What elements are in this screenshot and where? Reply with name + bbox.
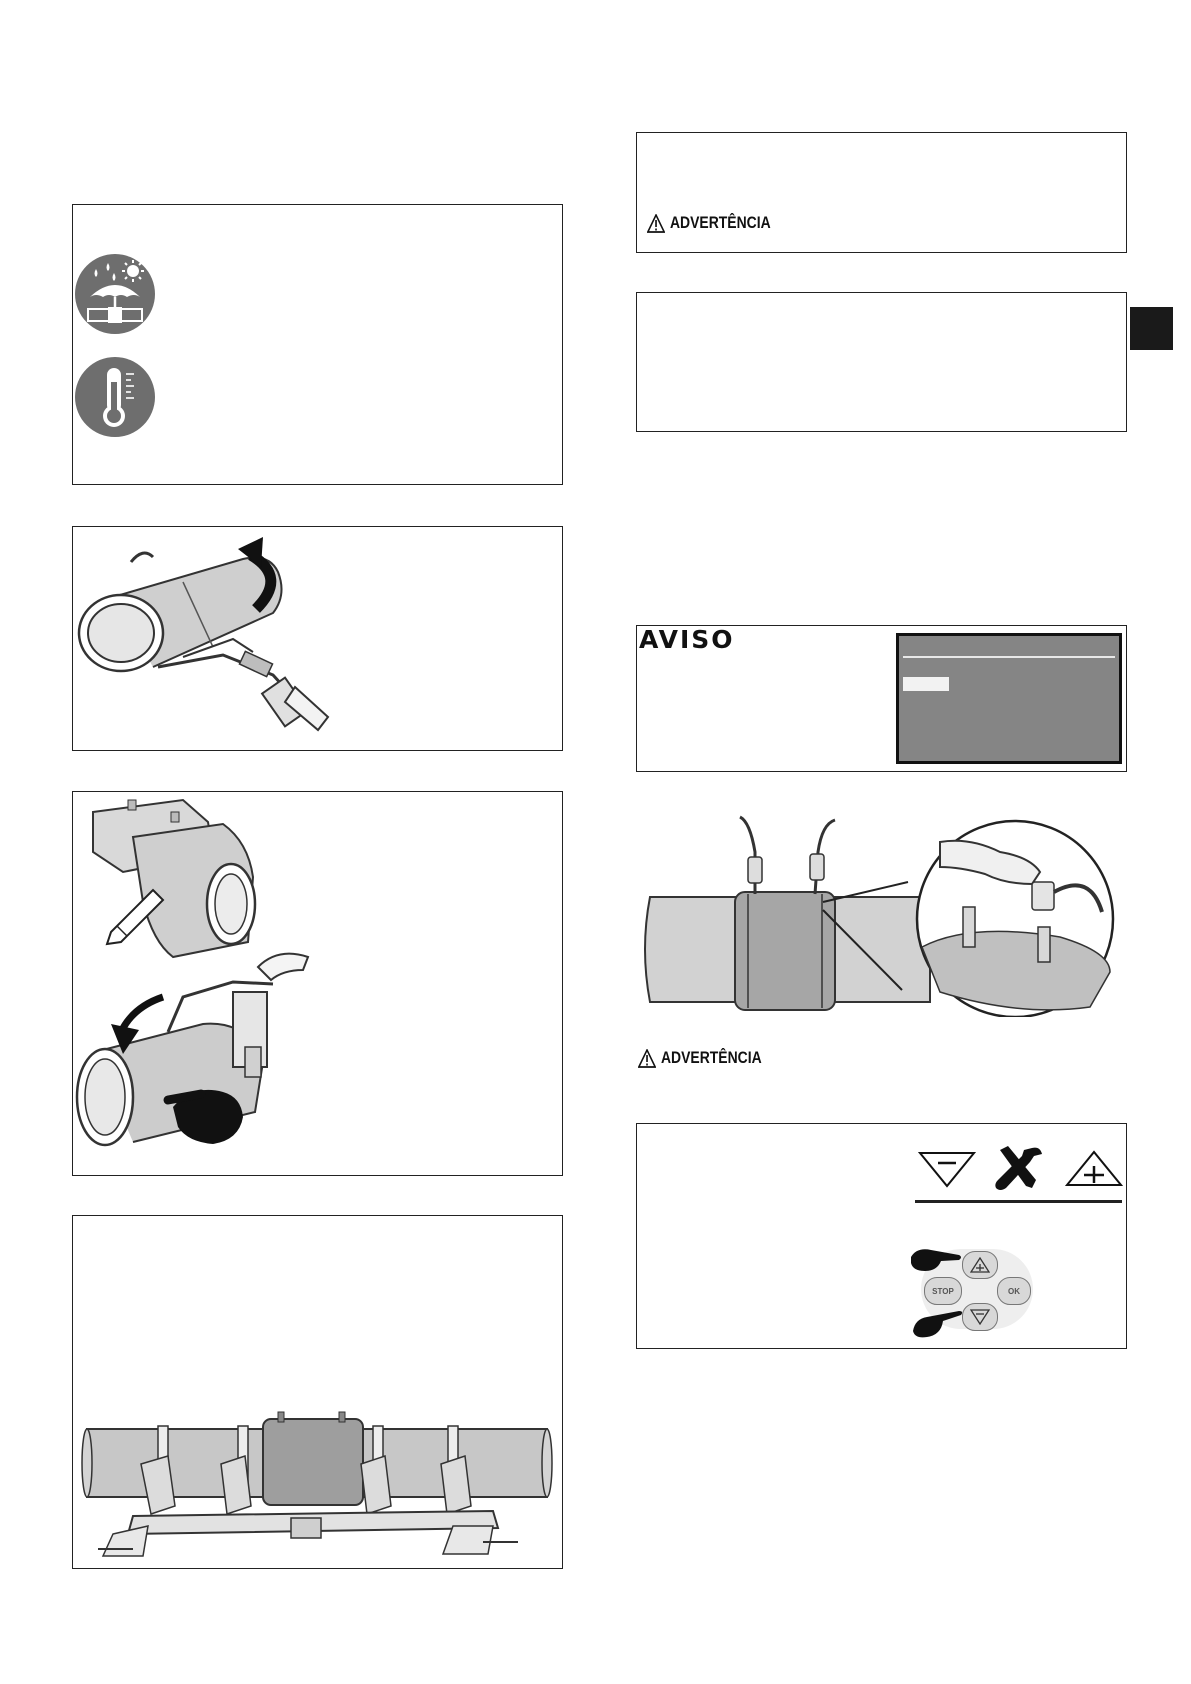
marking-pipe-illustration: [73, 792, 561, 1174]
coupler-connection-illustration: [640, 812, 1136, 1017]
tools-icon: [992, 1144, 1044, 1194]
minus-triangle-icon: [918, 1150, 976, 1188]
plus-triangle-icon: [1065, 1150, 1123, 1188]
notice-box: [636, 625, 1127, 772]
plus-key[interactable]: [962, 1251, 998, 1279]
lcd-highlighted-field: [903, 677, 949, 691]
keypad-divider: [915, 1200, 1122, 1203]
pointing-hand-icon: [909, 1307, 969, 1341]
note-box: [636, 292, 1127, 432]
pipe-aligner-illustration: [73, 1216, 561, 1567]
ok-key-label: OK: [1008, 1286, 1020, 1296]
stop-key-label: STOP: [932, 1286, 954, 1296]
ok-key[interactable]: [997, 1277, 1031, 1305]
warning-triangle-icon: [647, 214, 665, 233]
aligner-illustration-box: [72, 1215, 563, 1569]
stop-key[interactable]: [924, 1277, 962, 1305]
warning-triangle-icon: [638, 1049, 656, 1068]
keypad: [913, 1241, 1037, 1337]
warning-heading: [647, 213, 771, 233]
warning-label: ADVERTÊNCIA: [669, 213, 771, 232]
lcd-display: [896, 633, 1122, 764]
thermometer-icon: [74, 356, 156, 438]
warning-heading-2: [638, 1048, 762, 1068]
pipe-lifting-illustration: [73, 527, 561, 749]
marking-clamping-illustration-box: [72, 791, 563, 1176]
pipe-lifting-illustration-box: [72, 526, 563, 751]
language-tab: [1130, 307, 1173, 350]
environment-box: [72, 204, 563, 485]
warning-label-2: ADVERTÊNCIA: [660, 1048, 762, 1067]
warning-box: [636, 132, 1127, 253]
keypad-box: [636, 1123, 1127, 1349]
notice-label: AVISO: [639, 625, 735, 654]
pointing-hand-icon: [907, 1245, 967, 1275]
weather-protection-icon: [74, 253, 156, 335]
